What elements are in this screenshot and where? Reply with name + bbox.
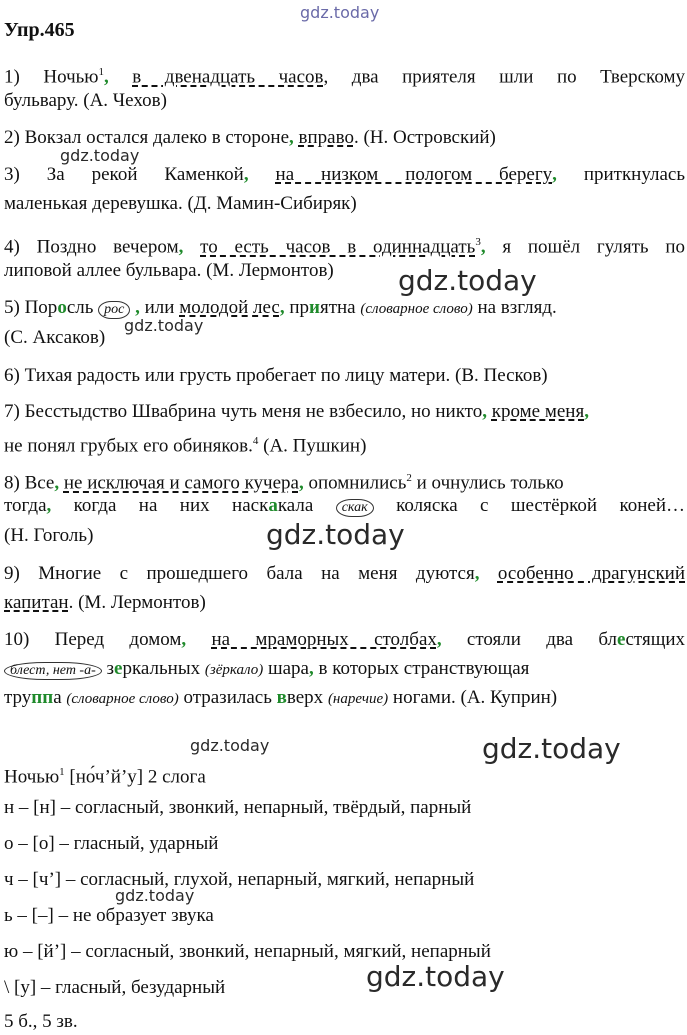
- sentence-6: 6) Тихая радость или грусть пробегает по лицу матери. (В. Песков): [4, 365, 548, 386]
- sentence-3-line-1: 3) За рекой Каменкой, на низком пологом берегу, приткнулась: [4, 164, 686, 185]
- sentence-7-line-2: не понял грубых его обиняков.$^4$ (А. Пушкин): [4, 435, 367, 457]
- watermark-top: gdz.today: [300, 3, 380, 22]
- sentence-8-line-1: 8) Все, не исключая и самого кучера, опомнились$^2$ и очнулись только: [4, 472, 564, 494]
- sentence-7-line-1: 7) Бесстыдство Швабрина чуть меня не взбесило, но никто, кроме меня,: [4, 401, 589, 422]
- sentence-4-line-2: липовой аллее бульвара. (М. Лермонтов): [4, 260, 334, 281]
- phonetic-row: о – [о] – гласный, ударный: [4, 833, 219, 854]
- sentence-8-line-2: тогда, когда на них наскакала скак коляска с шестёркой коней…: [4, 495, 685, 516]
- phonetic-row: \ [у] – гласный, безударный: [4, 977, 226, 998]
- watermark-small-2: gdz.today: [124, 316, 204, 335]
- phonetic-row: ч – [ч’] – согласный, глухой, непарный, мягкий, непарный: [4, 869, 475, 890]
- watermark-small-4: gdz.today: [115, 886, 195, 905]
- phonetic-row: н – [н] – согласный, звонкий, непарный, твёрдый, парный: [4, 797, 472, 818]
- sentence-1-line-2: бульвару. (А. Чехов): [4, 90, 167, 111]
- watermark-large-3: gdz.today: [482, 732, 621, 765]
- sentence-9-line-1: 9) Многие с прошедшего бала на меня дуются, особенно драгунский: [4, 563, 686, 584]
- sentence-5-line-2: (С. Аксаков): [4, 327, 106, 348]
- watermark-small-3: gdz.today: [190, 736, 270, 755]
- phonetic-row: ь – [–] – не образует звука: [4, 905, 214, 926]
- watermark-large-1: gdz.today: [398, 264, 537, 297]
- sentence-1-line-1: 1) Ночью$^1$, в двенадцать часов, два приятеля шли по Тверскому: [4, 66, 685, 88]
- sentence-3-line-2: маленькая деревушка. (Д. Мамин-Сибиряк): [4, 193, 357, 214]
- watermark-small-1: gdz.today: [60, 146, 140, 165]
- root-mark: блест, нет -а-: [4, 662, 102, 680]
- phonetic-total: 5 б., 5 зв.: [4, 1011, 78, 1032]
- watermark-large-4: gdz.today: [366, 960, 505, 993]
- sentence-5-line-1: 5) Поросль рос , или молодой лес, приятна (словарное слово) на взгляд.: [4, 297, 557, 318]
- exercise-title: Упр.465: [4, 19, 75, 41]
- phonetic-heading: Ночью$^1$ [но́ч’й’у] 2 слога: [4, 766, 206, 788]
- sentence-10-line-1: 10) Перед домом, на мраморных столбах, стояли два блестящих: [4, 629, 685, 650]
- sentence-4-line-1: 4) Поздно вечером, то есть часов в одиннадцать$^3$, я пошёл гулять по: [4, 236, 685, 258]
- sentence-10-line-3: труппа (словарное слово) отразилась вверх (наречие) ногами. (А. Куприн): [4, 687, 558, 708]
- root-mark: скак: [336, 499, 374, 517]
- root-mark: рос: [98, 301, 130, 319]
- sentence-2: 2) Вокзал остался далеко в стороне, вправо. (Н. Островский): [4, 127, 496, 148]
- phonetic-row: ю – [й’] – согласный, звонкий, непарный, мягкий, непарный: [4, 941, 491, 962]
- sentence-9-line-2: капитан. (М. Лермонтов): [4, 592, 206, 613]
- sentence-10-line-2: блест, нет -а- зеркальных (зёркало) шара, в которых странствующая: [4, 657, 685, 682]
- watermark-large-2: gdz.today: [266, 518, 405, 551]
- sentence-8-line-3: (Н. Гоголь): [4, 525, 94, 546]
